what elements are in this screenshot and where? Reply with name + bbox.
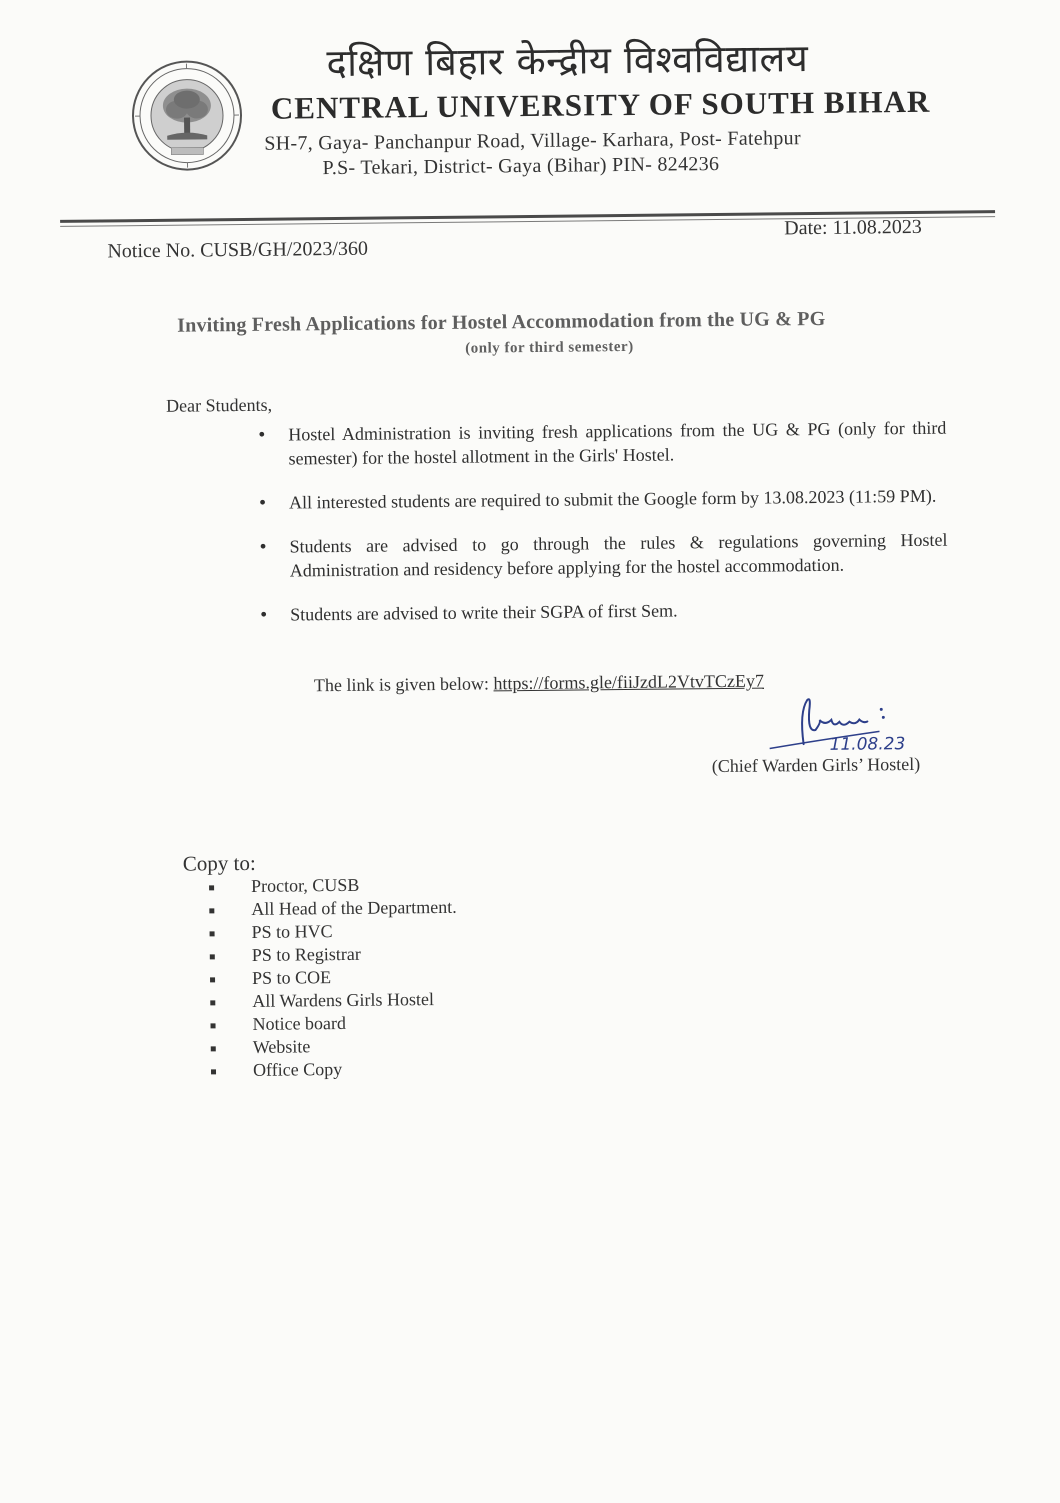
notice-point: • Students are advised to go through the rules & regulations governing Hostel Administration and residency before applying for the hostel accommodation. [257, 528, 947, 583]
university-name-english: CENTRAL UNIVERSITY OF SOUTH BIHAR [271, 84, 931, 127]
link-label: The link is given below: [314, 673, 494, 695]
address-line-1: SH-7, Gaya- Panchanpur Road, Village- Karhara, Post- Fatehpur [264, 127, 801, 156]
list-item: Website [207, 1032, 607, 1059]
list-item: Proctor, CUSB [205, 871, 605, 898]
signatory-role: (Chief Warden Girls’ Hostel) [712, 754, 921, 777]
address-line-2: P.S- Tekari, District- Gaya (Bihar) PIN- 824236 [322, 153, 719, 180]
university-name-hindi: दक्षिण बिहार केन्द्रीय विश्वविद्यालय [0, 28, 1057, 91]
list-item: PS to Registrar [206, 940, 606, 967]
copy-to-heading: Copy to: [183, 851, 256, 877]
google-form-link[interactable]: https://forms.gle/fiiJzdL2VtvTCzEy7 [493, 671, 764, 694]
signature-date: 11.08.23 [830, 734, 906, 755]
list-item: Office Copy [207, 1055, 607, 1082]
notice-point: • Hostel Administration is inviting fresh applications from the UG & PG (only for third semester) for the hostel allotment in the Girls' Hostel. [256, 416, 946, 471]
copy-to-list [205, 871, 607, 1082]
list-item: Notice board [206, 1009, 606, 1036]
list-item: All Wardens Girls Hostel [206, 986, 606, 1013]
salutation: Dear Students, [166, 395, 272, 417]
notice-point: • Students are advised to write their SGPA of first Sem. [258, 596, 948, 627]
handwritten-signature [759, 691, 930, 763]
list-item: All Head of the Department. [205, 894, 605, 921]
notice-points [256, 416, 948, 647]
notice-point: • All interested students are required to submit the Google form by 13.08.2023 (11:59 PM). [257, 484, 947, 515]
notice-date: Date: 11.08.2023 [784, 216, 922, 240]
link-line [314, 671, 764, 697]
notice-number: Notice No. CUSB/GH/2023/360 [107, 238, 368, 264]
notice-title: Inviting Fresh Applications for Hostel Accommodation from the UG & PG [177, 308, 825, 338]
list-item: PS to HVC [205, 917, 605, 944]
list-item: PS to COE [206, 963, 606, 990]
notice-subtitle: (only for third semester) [0, 334, 1060, 362]
